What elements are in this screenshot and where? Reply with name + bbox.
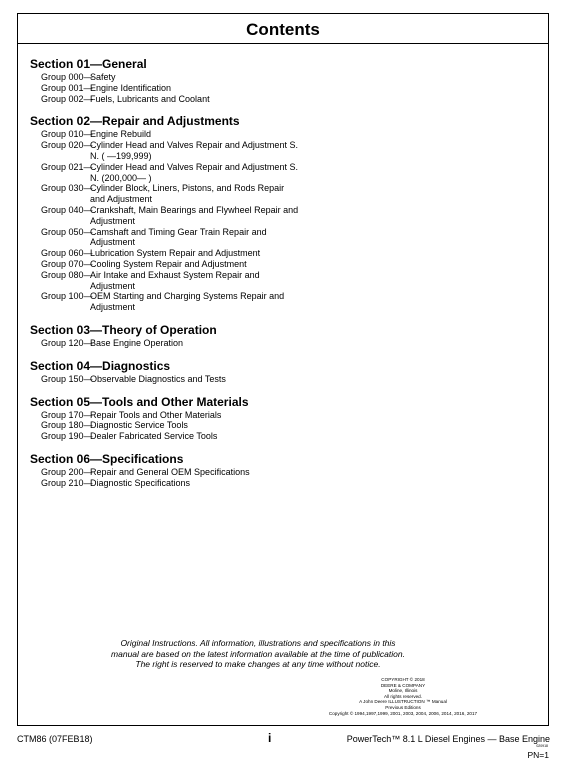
footer-page-number: PN=1 <box>527 750 549 760</box>
group-number: Group 180— <box>41 420 93 431</box>
copyright-line: A John Deere ILLUSTRUCTION ™ Manual <box>359 699 447 705</box>
group-number: Group 021— <box>41 161 93 172</box>
group-title: Lubrication System Repair and Adjustment <box>90 248 261 259</box>
group-entry[interactable] <box>30 410 530 421</box>
group-number: Group 060— <box>41 248 93 259</box>
group-title: Base Engine Operation <box>90 337 184 348</box>
group-number: Group 010— <box>41 129 93 140</box>
group-number: Group 020— <box>41 140 93 151</box>
group-number: Group 050— <box>41 226 93 237</box>
notice-line: The right is reserved to make changes at any time without notice. <box>135 659 381 669</box>
section-title[interactable]: Section 04—Diagnostics <box>30 358 171 373</box>
group-number: Group 200— <box>41 466 93 477</box>
section <box>30 58 530 104</box>
group-title: Air Intake and Exhaust System Repair and Adjustment <box>90 269 260 291</box>
group-title: Safety <box>90 72 116 82</box>
group-title: Engine Identification <box>90 82 172 93</box>
section <box>30 396 530 442</box>
group-number: Group 040— <box>41 204 93 215</box>
copyright-line: Previous Editions <box>385 704 421 710</box>
group-entry[interactable] <box>30 183 530 205</box>
section <box>30 453 530 489</box>
group-title: Dealer Fabricated Service Tools <box>90 431 218 442</box>
group-number: Group 100— <box>41 291 93 302</box>
group-title: Cylinder Head and Valves Repair and Adjustment S. N. ( —199,999) <box>90 140 298 161</box>
group-entry[interactable] <box>30 129 530 140</box>
copyright-block <box>278 677 528 716</box>
group-entry[interactable] <box>30 291 530 313</box>
copyright-line: COPYRIGHT © 2018 <box>381 677 425 682</box>
group-title: Repair and General OEM Specifications <box>90 466 250 477</box>
group-entry[interactable] <box>30 420 530 431</box>
group-entry[interactable] <box>30 227 530 249</box>
group-title: Engine Rebuild <box>90 129 152 140</box>
group-number: Group 001— <box>41 82 93 93</box>
section-title[interactable]: Section 03—Theory of Operation <box>30 322 217 337</box>
group-title: OEM Starting and Charging Systems Repair and Adjustment <box>90 291 285 313</box>
group-entry[interactable] <box>30 162 530 184</box>
group-number: Group 002— <box>41 93 93 104</box>
group-title: Camshaft and Timing Gear Train Repair and Adjustment <box>90 226 267 248</box>
group-title: Cooling System Repair and Adjustment <box>90 258 247 269</box>
copyright-line: Copyright © 1994,1997,1999, 2001, 2003, 2004, 2006, 2014, 2016, 2017 <box>328 710 478 716</box>
footer-code: 020918 <box>536 744 548 748</box>
page-title: Contents <box>246 20 320 39</box>
sections-list <box>30 58 530 500</box>
group-number: Group 210— <box>41 477 93 488</box>
group-number: Group 190— <box>41 431 93 442</box>
group-number: Group 150— <box>41 373 93 384</box>
group-title: Crankshaft, Main Bearings and Flywheel Repair and Adjustment <box>90 204 299 226</box>
group-title: Cylinder Block, Liners, Pistons, and Rods Repair and Adjustment <box>90 183 285 205</box>
group-title: Diagnostic Specifications <box>90 477 191 488</box>
section <box>30 360 530 385</box>
group-title: Cylinder Head and Valves Repair and Adjustment S. N. (200,000— ) <box>90 161 298 183</box>
group-entry[interactable] <box>30 248 530 259</box>
section-title[interactable]: Section 06—Specifications <box>30 451 184 466</box>
section-title[interactable]: Section 05—Tools and Other Materials <box>30 394 249 409</box>
section <box>30 115 530 313</box>
group-entry[interactable] <box>30 374 530 385</box>
copyright-line: DEERE & COMPANY <box>380 682 426 688</box>
group-entry[interactable] <box>30 140 530 162</box>
group-entry[interactable] <box>30 205 530 227</box>
group-title: Fuels, Lubricants and Coolant <box>90 93 210 104</box>
section <box>30 324 530 349</box>
group-number: Group 000— <box>41 72 93 82</box>
group-entry[interactable] <box>30 83 530 94</box>
original-instructions-notice <box>88 638 428 670</box>
group-entry[interactable] <box>30 431 530 442</box>
group-entry[interactable] <box>30 259 530 270</box>
group-number: Group 080— <box>41 269 93 280</box>
notice-line: manual are based on the latest information available at the time of publication. <box>111 648 405 659</box>
group-entry[interactable] <box>30 467 530 478</box>
copyright-line: All rights reserved. <box>383 693 423 699</box>
group-entry[interactable] <box>30 72 530 83</box>
section-title[interactable]: Section 02—Repair and Adjustments <box>30 114 240 129</box>
footer-manual-title: PowerTech™ 8.1 L Diesel Engines — Base Engine <box>346 734 550 744</box>
section-title[interactable]: Section 01—General <box>30 57 147 71</box>
group-entry[interactable] <box>30 270 530 292</box>
group-number: Group 070— <box>41 258 93 269</box>
notice-line: Original Instructions. All information, illustrations and specifications in this <box>120 638 396 648</box>
group-number: Group 170— <box>41 409 93 420</box>
group-entry[interactable] <box>30 338 530 349</box>
group-entry[interactable] <box>30 478 530 489</box>
page-title-box <box>17 13 549 43</box>
group-number: Group 030— <box>41 183 93 194</box>
footer-doc-id: CTM86 (07FEB18) <box>17 734 93 744</box>
copyright-line: Moline, Illinois <box>388 688 418 694</box>
group-title: Repair Tools and Other Materials <box>90 409 222 420</box>
group-title: Diagnostic Service Tools <box>90 420 188 431</box>
group-entry[interactable] <box>30 94 530 105</box>
footer-roman-page: i <box>268 731 272 745</box>
group-title: Observable Diagnostics and Tests <box>90 373 226 384</box>
contents-box <box>17 43 549 726</box>
group-number: Group 120— <box>41 337 93 348</box>
